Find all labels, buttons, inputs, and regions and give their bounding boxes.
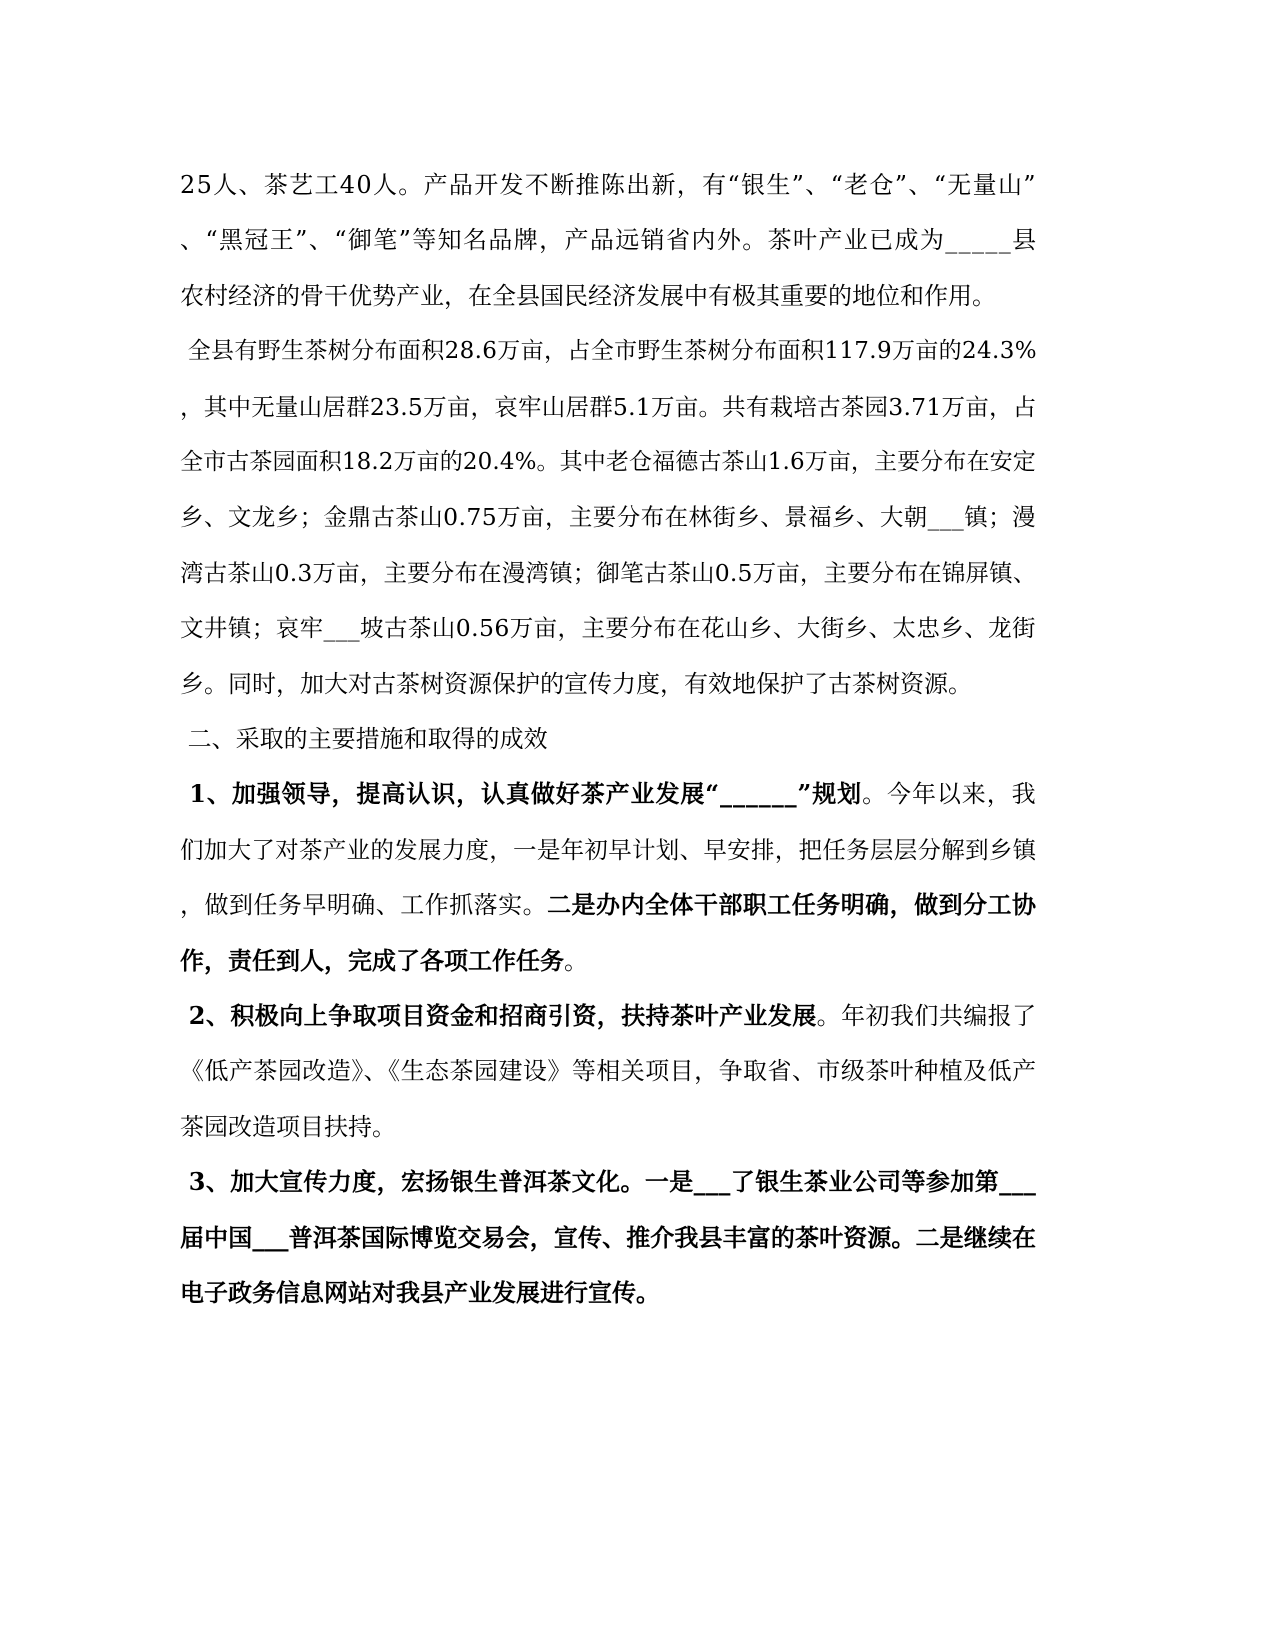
bold-text-segment: 二是办内全体干部职工任务明确，做到分工协: [547, 890, 1037, 919]
text-segment: 全县有野生茶树分布面积28.6万亩，占全市野生茶树分布面积117.9万亩的24.3%: [180, 338, 1037, 364]
text-line: [180, 719, 548, 759]
text-line: [180, 608, 1036, 648]
text-segment: 二、采取的主要措施和取得的成效: [180, 725, 548, 753]
text-line: [180, 276, 996, 316]
text-line: [180, 1218, 1036, 1258]
text-line: [180, 553, 1036, 593]
text-line: [180, 331, 1037, 371]
text-segment: 茶园改造项目扶持。: [180, 1113, 396, 1141]
text-segment: 乡。同时，加大对古茶树资源保护的宣传力度，有效地保护了古茶树资源。: [180, 670, 972, 698]
text-segment: 。年初我们共编报了: [816, 1002, 1037, 1030]
text-segment: ，其中无量山居群23.5万亩，哀牢山居群5.1万亩。共有栽培古茶园3.71万亩，占: [180, 393, 1037, 421]
text-line: [180, 996, 1037, 1036]
text-segment: 《低产茶园改造》、《生态茶园建设》等相关项目，争取省、市级茶叶种植及低产: [180, 1057, 1037, 1085]
text-line: [180, 165, 1037, 205]
bold-text-segment: 3、加大宣传力度，宏扬银生普洱茶文化。一是___了银生茶业公司等参加第___: [180, 1167, 1037, 1196]
text-line: [180, 885, 1036, 925]
text-segment: 全市古茶园面积18.2万亩的20.4%。其中老仓福德古茶山1.6万亩，主要分布在安定: [180, 449, 1036, 475]
text-line: [180, 1273, 660, 1313]
text-line: [180, 1162, 1036, 1202]
text-segment: 们加大了对茶产业的发展力度，一是年初早计划、早安排，把任务层层分解到乡镇: [180, 836, 1037, 864]
text-segment: 。今年以来，我: [862, 780, 1037, 808]
text-segment: 文井镇；哀牢___坡古茶山0.56万亩，主要分布在花山乡、大街乡、太忠乡、龙街: [180, 614, 1036, 642]
text-segment: 。: [564, 947, 588, 975]
text-line: [180, 774, 1037, 814]
bold-text-segment: 作，责任到人，完成了各项工作任务: [180, 946, 564, 975]
text-line: [180, 941, 588, 981]
text-line: [180, 1107, 396, 1147]
text-line: [180, 220, 1038, 260]
bold-text-segment: 电子政务信息网站对我县产业发展进行宣传。: [180, 1278, 660, 1307]
text-segment: 25人、茶艺工40人。产品开发不断推陈出新，有“银生”、“老仓”、“无量山”: [180, 171, 1037, 199]
text-line: [180, 830, 1036, 870]
text-line: [180, 497, 1036, 537]
text-line: [180, 442, 1036, 482]
text-segment: 湾古茶山0.3万亩，主要分布在漫湾镇；御笔古茶山0.5万亩，主要分布在锦屏镇、: [180, 559, 1037, 587]
text-segment: 乡、文龙乡；金鼎古茶山0.75万亩，主要分布在林街乡、景福乡、大朝___镇；漫: [180, 503, 1036, 531]
text-segment: ，做到任务早明确、工作抓落实。: [180, 891, 548, 919]
text-line: [180, 664, 972, 704]
text-line: [180, 387, 1036, 427]
text-line: [180, 1051, 1037, 1091]
bold-text-segment: 2、积极向上争取项目资金和招商引资，扶持茶叶产业发展: [180, 1001, 817, 1030]
bold-text-segment: 届中国___普洱茶国际博览交易会，宣传、推介我县丰富的茶叶资源。二是继续在: [180, 1223, 1037, 1252]
text-segment: 、“黑冠王”、“御笔”等知名品牌，产品远销省内外。茶叶产业已成为_____县: [180, 226, 1038, 254]
text-segment: 农村经济的骨干优势产业，在全县国民经济发展中有极其重要的地位和作用。: [180, 282, 996, 310]
bold-text-segment: 1、加强领导，提高认识，认真做好茶产业发展“______”规划: [180, 779, 863, 808]
